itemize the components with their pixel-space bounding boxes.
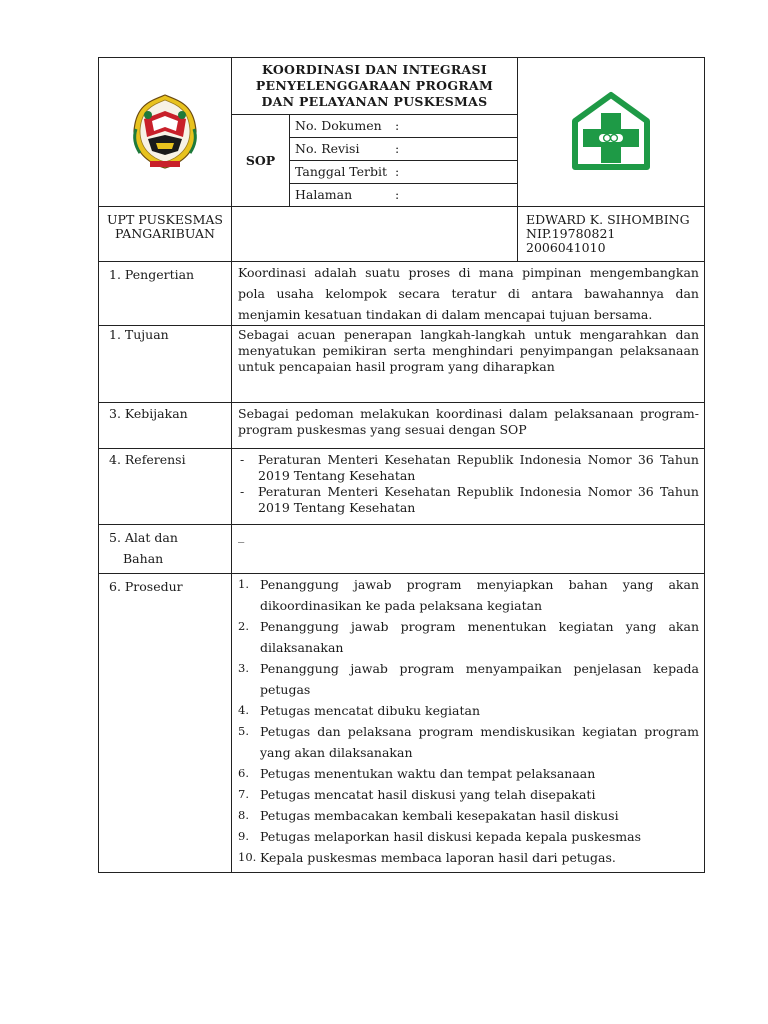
section-label-tujuan: 1. Tujuan	[99, 326, 232, 403]
procedure-step	[238, 700, 699, 721]
procedure-step	[238, 805, 699, 826]
step-number: 2.	[238, 619, 249, 633]
list-item: - Peraturan Menteri Kesehatan Republik Indonesia Nomor 36 Tahun 2019 Tentang Kesehatan	[238, 484, 699, 516]
step-text: Penanggung jawab program menyampaikan penjelasan kepada petugas	[260, 661, 699, 697]
procedure-step	[238, 826, 699, 847]
procedure-step	[238, 847, 699, 868]
document-title	[232, 58, 518, 115]
sop-document	[98, 57, 704, 873]
section-referensi-list	[232, 449, 705, 525]
puskesmas-logo-cell	[518, 58, 705, 207]
step-text: Petugas menentukan waktu dan tempat pelaksanaan	[260, 766, 596, 781]
meta-label: No. Dokumen	[295, 118, 382, 133]
regency-emblem-cell	[99, 58, 232, 207]
section-label-alat: 5. Alat dan Bahan	[99, 525, 232, 574]
step-text: Petugas melaporkan hasil diskusi kepada kepala puskesmas	[260, 829, 642, 844]
step-number: 10.	[238, 850, 257, 864]
section-label-referensi: 4. Referensi	[99, 449, 232, 525]
puskesmas-logo-icon	[569, 91, 653, 171]
step-text: Penanggung jawab program menentukan kegiatan yang akan dilaksanakan	[260, 619, 699, 655]
step-number: 3.	[238, 661, 249, 675]
meta-label: Halaman	[295, 187, 353, 202]
sop-table	[98, 57, 705, 873]
step-number: 7.	[238, 787, 249, 801]
step-text: Petugas membacakan kembali kesepakatan hasil diskusi	[260, 808, 619, 823]
step-number: 9.	[238, 829, 249, 843]
meta-no-dokumen: No. Dokumen :	[290, 115, 518, 138]
signer-name: EDWARD K. SIHOMBING	[526, 212, 690, 227]
step-number: 6.	[238, 766, 249, 780]
title-line-3: DAN PELAYANAN PUSKESMAS	[261, 94, 488, 109]
section-label-kebijakan: 3. Kebijakan	[99, 403, 232, 449]
section-text-tujuan: Sebagai acuan penerapan langkah-langkah untuk mengarahkan dan menyatukan pemikiran serta menghindari penyimpangan pelaksanaan untuk pencapaian hasil program yang diharapkan	[232, 326, 705, 403]
signer-nip: NIP.19780821 2006041010	[526, 226, 616, 255]
signature-block	[518, 207, 705, 262]
sop-label: SOP	[232, 115, 290, 207]
step-text: Kepala puskesmas membaca laporan hasil dari petugas.	[260, 850, 616, 865]
meta-halaman: Halaman :	[290, 184, 518, 207]
section-label-pengertian: 1. Pengertian	[99, 262, 232, 326]
meta-label: No. Revisi	[295, 141, 360, 156]
step-number: 4.	[238, 703, 249, 717]
procedure-step	[238, 721, 699, 763]
step-number: 1.	[238, 577, 249, 591]
step-number: 8.	[238, 808, 249, 822]
procedure-step	[238, 763, 699, 784]
step-text: Petugas mencatat hasil diskusi yang telah disepakati	[260, 787, 596, 802]
title-line-2: PENYELENGGARAAN PROGRAM	[255, 78, 494, 93]
step-text: Petugas dan pelaksana program mendiskusikan kegiatan program yang akan dilaksanakan	[260, 724, 699, 760]
regency-emblem-icon	[128, 91, 202, 171]
organization-name: UPT PUSKESMAS PANGARIBUAN	[99, 207, 232, 262]
procedure-step	[238, 784, 699, 805]
step-text: Petugas mencatat dibuku kegiatan	[260, 703, 480, 718]
meta-no-revisi: No. Revisi :	[290, 138, 518, 161]
list-item: - Peraturan Menteri Kesehatan Republik Indonesia Nomor 36 Tahun 2019 Tentang Kesehatan	[238, 452, 699, 484]
blank-cell	[232, 207, 518, 262]
procedure-step	[238, 616, 699, 658]
meta-tanggal-terbit: Tanggal Terbit :	[290, 161, 518, 184]
section-text-kebijakan: Sebagai pedoman melakukan koordinasi dalam pelaksanaan program-program puskesmas yang sesuai dengan SOP	[232, 403, 705, 449]
title-line-1: KOORDINASI DAN INTEGRASI	[262, 62, 487, 77]
procedure-step	[238, 574, 699, 616]
section-text-pengertian: Koordinasi adalah suatu proses di mana pimpinan mengembangkan pola usaha kelompok secara teratur di antara bawahannya dan menjamin kesatuan tindakan di dalam mencapai tujuan bersama.	[232, 262, 705, 326]
meta-label: Tanggal Terbit	[295, 164, 388, 179]
step-number: 5.	[238, 724, 249, 738]
procedure-step	[238, 658, 699, 700]
step-text: Penanggung jawab program menyiapkan bahan yang akan dikoordinasikan ke pada pelaksana kegiatan	[260, 577, 699, 613]
section-prosedur-steps	[232, 574, 705, 873]
section-label-prosedur: 6. Prosedur	[99, 574, 232, 873]
section-text-alat: _	[232, 525, 705, 574]
